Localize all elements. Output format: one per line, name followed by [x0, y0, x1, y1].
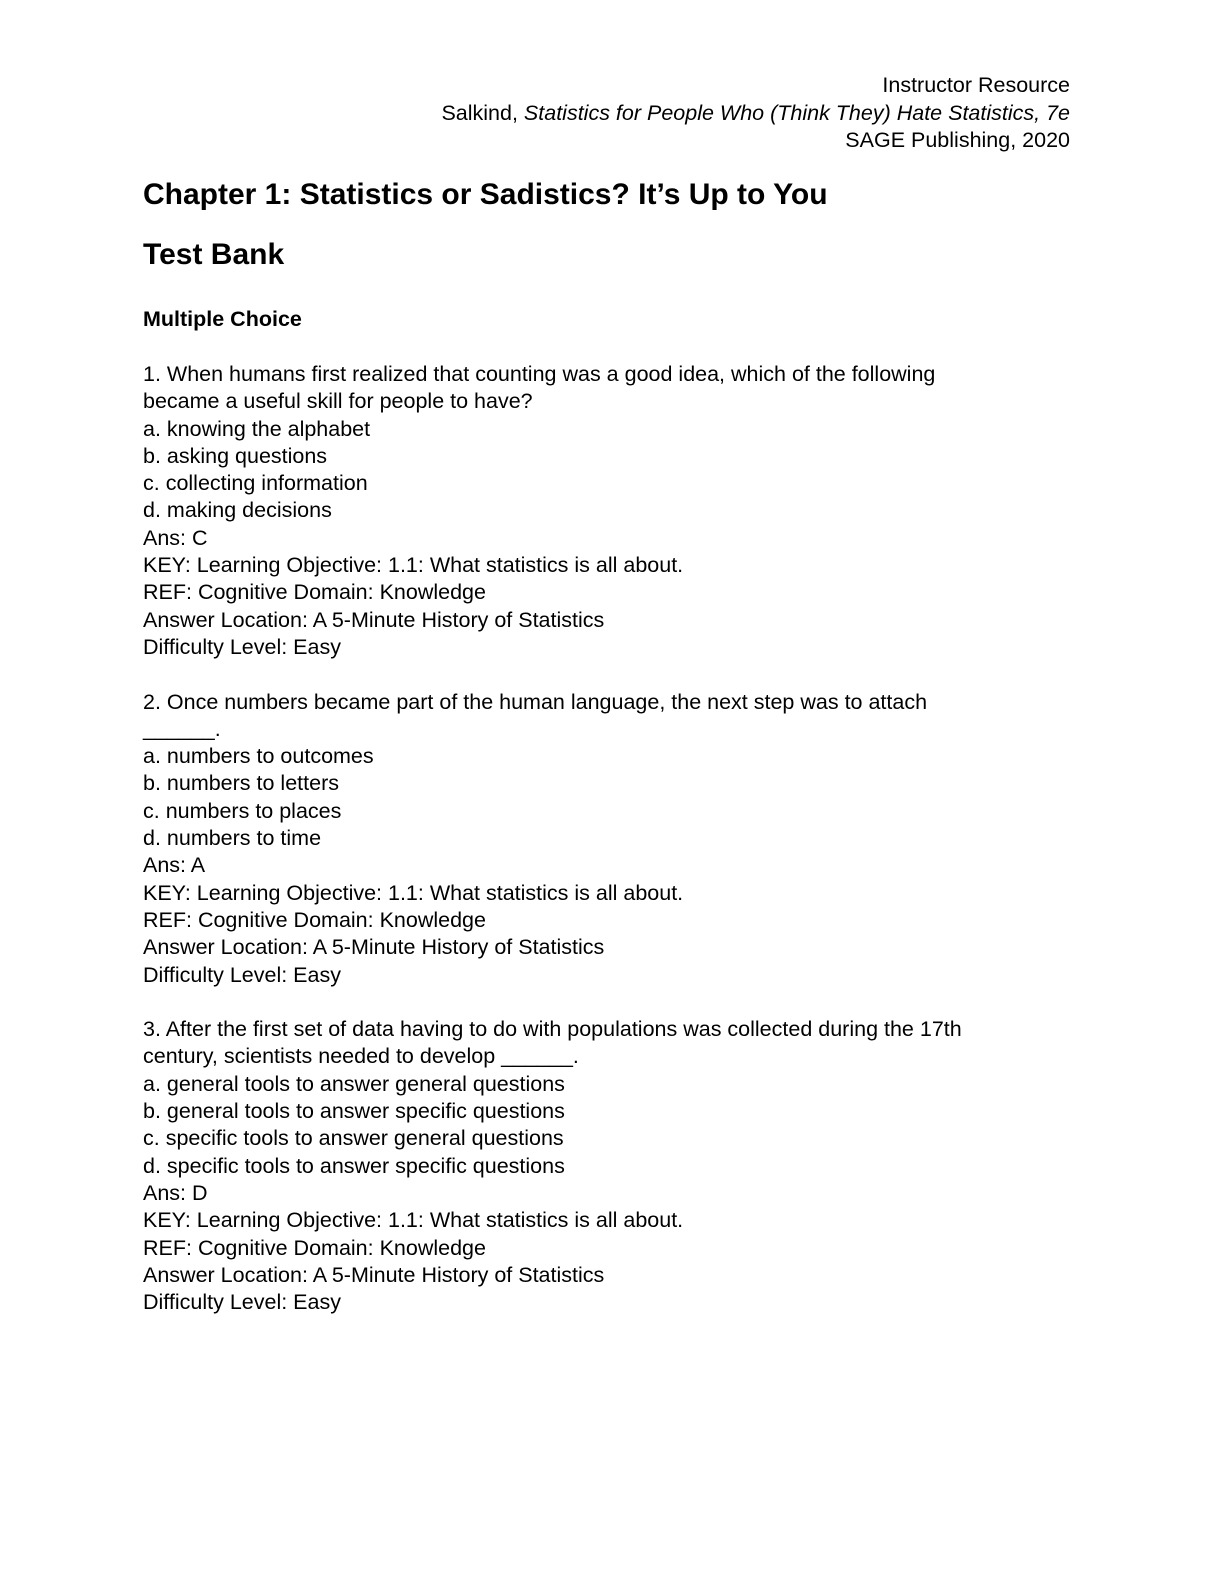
correct-answer: Ans: C	[143, 525, 208, 550]
header-resource-line: Instructor Resource	[882, 73, 1070, 97]
answer-option: d. making decisions	[143, 498, 332, 523]
question-stem-line: 2. Once numbers became part of the human language, the next step was to attach	[143, 689, 928, 714]
question-list	[143, 361, 1083, 1316]
answer-option: c. numbers to places	[143, 798, 342, 823]
header-publisher-line: SAGE Publishing, 2020	[845, 128, 1070, 152]
question-item	[143, 361, 1083, 661]
answer-option: b. general tools to answer specific questions	[143, 1099, 565, 1124]
difficulty-level: Difficulty Level: Easy	[143, 962, 341, 987]
page-content	[143, 176, 1083, 1344]
answer-option: c. collecting information	[143, 471, 368, 496]
difficulty-level: Difficulty Level: Easy	[143, 634, 341, 659]
header-book-line	[441, 100, 1070, 128]
cognitive-domain: REF: Cognitive Domain: Knowledge	[143, 907, 486, 932]
section-title: Multiple Choice	[143, 307, 302, 331]
answer-option: a. general tools to answer general questions	[143, 1071, 565, 1096]
answer-option: d. specific tools to answer specific questions	[143, 1153, 565, 1178]
correct-answer: Ans: A	[143, 853, 206, 878]
question-stem-line: 1. When humans first realized that counting was a good idea, which of the following	[143, 362, 936, 386]
question-item	[143, 689, 1083, 989]
answer-location: Answer Location: A 5-Minute History of Statistics	[143, 935, 605, 960]
question-item	[143, 1016, 1083, 1316]
chapter-title: Chapter 1: Statistics or Sadistics? It’s Up to You	[143, 178, 828, 211]
question-stem-line: century, scientists needed to develop ______.	[143, 1044, 579, 1069]
answer-option: d. numbers to time	[143, 826, 322, 851]
header-author: Salkind,	[441, 100, 524, 125]
answer-location: Answer Location: A 5-Minute History of Statistics	[143, 1262, 605, 1287]
difficulty-level: Difficulty Level: Easy	[143, 1290, 341, 1315]
learning-objective: KEY: Learning Objective: 1.1: What statistics is all about.	[143, 1208, 684, 1233]
question-stem-line: ______.	[143, 716, 221, 741]
answer-option: c. specific tools to answer general questions	[143, 1126, 564, 1151]
correct-answer: Ans: D	[143, 1180, 208, 1205]
learning-objective: KEY: Learning Objective: 1.1: What statistics is all about.	[143, 553, 684, 578]
test-bank-title: Test Bank	[143, 238, 285, 271]
cognitive-domain: REF: Cognitive Domain: Knowledge	[143, 580, 486, 605]
question-stem-line: 3. After the first set of data having to do with populations was collected during the 17th	[143, 1017, 962, 1042]
page-header	[441, 72, 1070, 155]
answer-option: b. asking questions	[143, 443, 328, 468]
answer-option: a. knowing the alphabet	[143, 416, 371, 441]
learning-objective: KEY: Learning Objective: 1.1: What statistics is all about.	[143, 880, 684, 905]
answer-location: Answer Location: A 5-Minute History of Statistics	[143, 607, 605, 632]
header-book-title: Statistics for People Who (Think They) Hate Statistics, 7e	[523, 100, 1070, 125]
answer-option: b. numbers to letters	[143, 771, 339, 796]
cognitive-domain: REF: Cognitive Domain: Knowledge	[143, 1235, 486, 1260]
question-stem-line: became a useful skill for people to have?	[143, 389, 533, 414]
answer-option: a. numbers to outcomes	[143, 744, 374, 769]
